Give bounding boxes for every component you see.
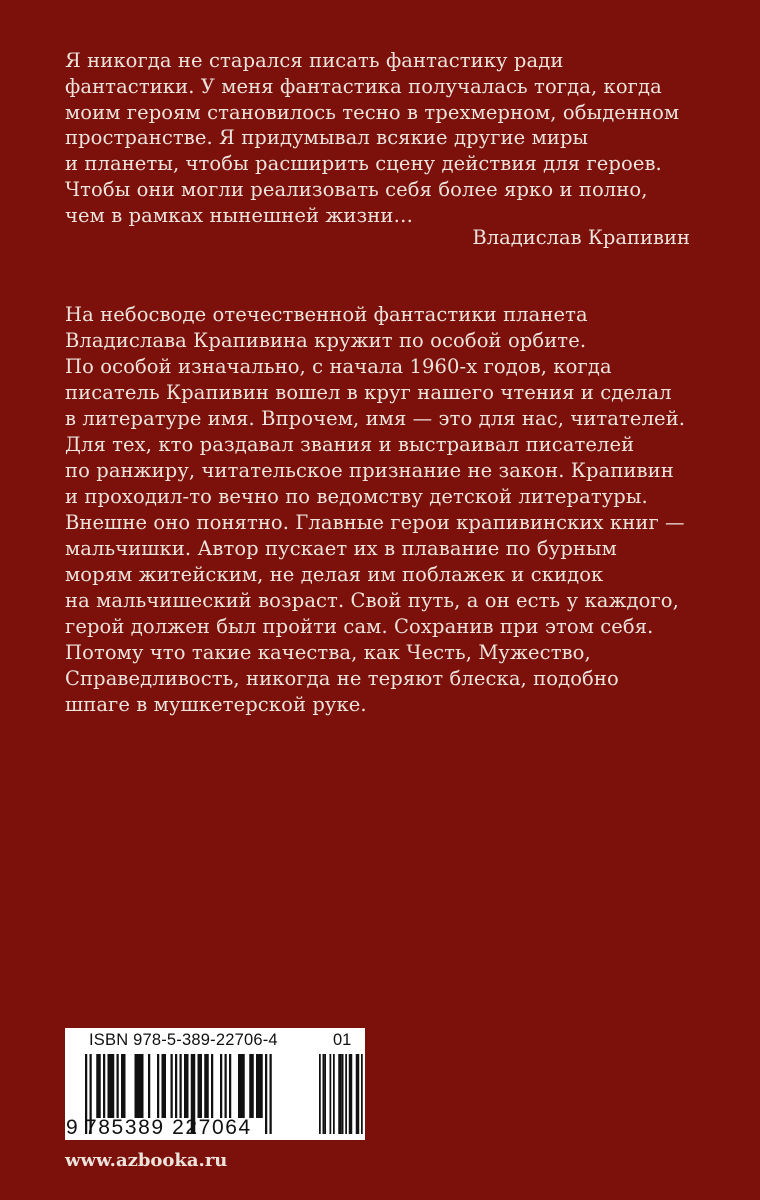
barcode-bar [157,1054,159,1118]
barcode-addon-bar [345,1054,347,1134]
description-line: На небосводе отечественной фантастики планета [65,303,588,326]
barcode-bar [121,1054,126,1118]
barcode-addon-bar [361,1054,363,1134]
description-line: мальчишки. Автор пускает их в плавание по бурным [65,537,617,560]
quote-line: фантастики. У меня фантастика получалась тогда, когда [65,74,662,98]
quote-author: Владислав Крапивин [472,226,690,249]
barcode-bar [204,1054,209,1118]
description-line: Потому что такие качества, как Честь, Мужество, [65,641,591,664]
barcode-addon-bar [333,1054,335,1134]
barcode-bar [148,1054,150,1118]
barcode-bar [220,1054,222,1118]
barcode-addon-bar [324,1054,326,1134]
isbn-barcode [65,1028,365,1140]
author-quote [65,48,705,229]
description-line: писатель Крапивин вошел в круг нашего чтения и сделал [65,381,672,404]
barcode-bar [175,1054,177,1118]
barcode-lead-digit: 9 [66,1116,78,1139]
barcode-bar [96,1054,101,1118]
barcode-addon-bar [351,1054,353,1134]
quote-line: Чтобы они могли реализовать себя более ярко и полно, [65,177,648,201]
barcode-bar [270,1054,272,1134]
barcode-bar [256,1054,263,1118]
quote-line: чем в рамках нынешней жизни… [65,203,414,227]
description-line: на мальчишеский возраст. Свой путь, а он есть у каждого, [65,589,679,612]
barcode-addon-bar [338,1054,340,1134]
barcode-bar [180,1054,182,1118]
barcode-addon-bar [356,1054,358,1134]
barcode-bar [162,1054,167,1118]
barcode-bar [117,1054,119,1118]
quote-line: пространстве. Я придумывал всякие другие миры [65,126,589,150]
barcode-bar [229,1054,231,1118]
description-line: и проходил-то вечно по ведомству детской литературы. [65,485,648,508]
barcode-addon-bar [349,1054,351,1134]
barcode-bar [249,1054,254,1118]
publisher-website: www.azbooka.ru [65,1150,228,1171]
book-description [65,302,705,718]
description-line: шпаге в мушкетерской руке. [65,693,367,716]
barcode-bar [225,1054,227,1118]
description-line: Владислава Крапивина кружит по особой орбите. [65,329,587,352]
barcode-bar [108,1054,115,1118]
barcode-addon-bar [342,1054,344,1134]
barcode-addon-bar [323,1054,325,1134]
barcode-bar [184,1054,189,1118]
description-line: Справедливость, никогда не теряют блеска, подобно [65,667,619,690]
description-line: Для тех, кто раздавал звания и выстраивал писателей [65,433,635,456]
description-line: герой должен был пройти сам. Сохранив при этом себя. [65,615,654,638]
barcode-bar [171,1054,173,1118]
isbn-label: ISBN 978-5-389-22706-4 [89,1031,278,1049]
barcode-bar [265,1054,267,1134]
description-line: По особой изначально, с начала 1960-х годов, когда [65,355,612,378]
barcode-addon-bar [340,1054,342,1134]
description-line: морям житейским, не делая им поблажек и скидок [65,563,604,586]
quote-line: и планеты, чтобы расширить сцену действия для героев. [65,152,662,176]
description-line: по ранжиру, читательское признание не закон. Крапивин [65,459,674,482]
barcode-addon-digits: 01 [333,1031,352,1049]
barcode-addon-bar [358,1054,360,1134]
description-line: в литературе имя. Впрочем, имя — это для нас, читателей. [65,407,686,430]
barcode-main-digits: 785389 227064 [85,1116,252,1139]
barcode-addon-bar [330,1054,332,1134]
barcode-bar [103,1054,105,1118]
barcode-bar [135,1054,144,1118]
barcode-bar [238,1054,245,1118]
quote-line: Я никогда не старался писать фантастику ради [65,49,564,72]
barcode-bar [198,1054,203,1118]
quote-line: моим героям становилось тесно в трехмерном, обыденном [65,100,680,124]
description-line: Внешне оно понятно. Главные герои крапивинских книг — [65,511,685,534]
barcode-bar [211,1054,213,1118]
barcode-addon-bar [319,1054,321,1134]
